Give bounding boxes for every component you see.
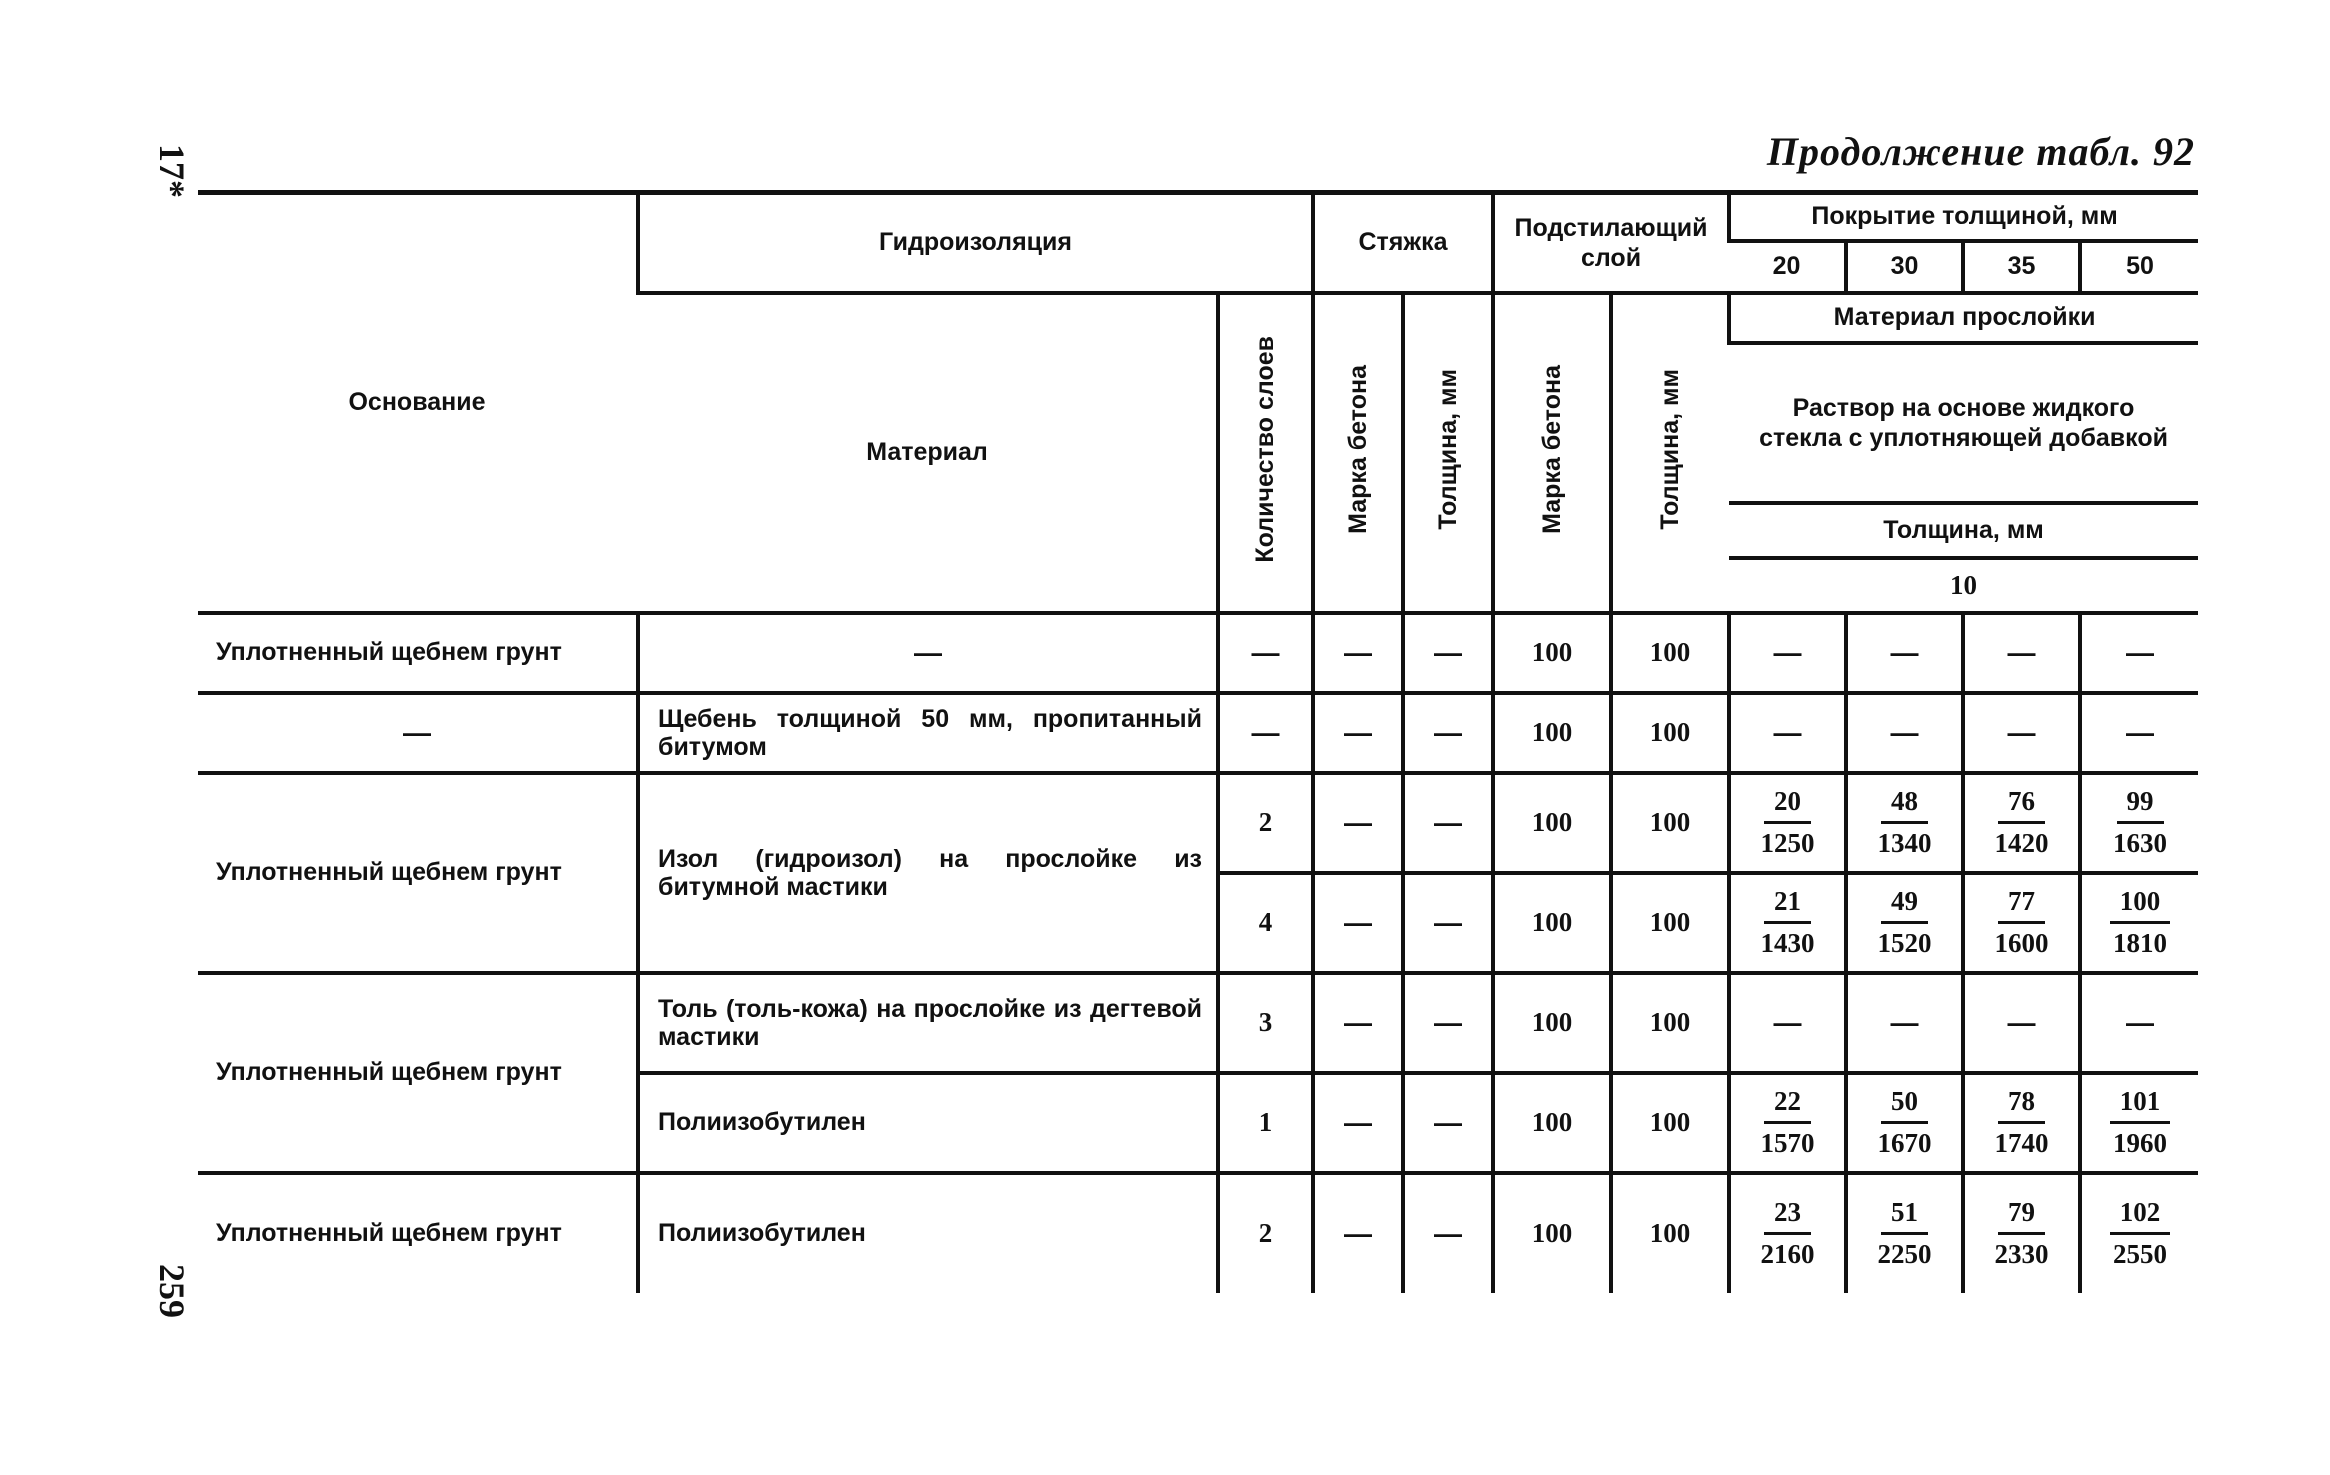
cell-cov-50 xyxy=(2080,1073,2198,1173)
page-number: 259 xyxy=(152,1264,192,1318)
table-row xyxy=(198,693,2198,773)
cell-styazhka-tolshchina: — xyxy=(1403,973,1493,1073)
cell-styazhka-marka: — xyxy=(1313,973,1403,1073)
cell-podst-marka: 100 xyxy=(1493,973,1611,1073)
fraction: $\frac{48}{1340}$ xyxy=(1877,786,1932,858)
cell-cov-35: — xyxy=(1963,973,2080,1073)
cell-material: Полиизобутилен xyxy=(638,1173,1218,1293)
cell-osnovanie: Уплотненный щебнем грунт xyxy=(198,613,638,693)
fraction: $\frac{100}{1810}$ xyxy=(2110,886,2171,959)
table-row xyxy=(198,613,2198,693)
cell-styazhka-marka: — xyxy=(1313,613,1403,693)
cell-material: Толь (толь-кожа) на прослойке из дегтевой мастики xyxy=(638,973,1218,1073)
cell-cov-20 xyxy=(1729,773,1846,873)
cell-styazhka-tolshchina: — xyxy=(1403,773,1493,873)
header-material: Материал xyxy=(638,293,1218,613)
cell-cov-35: — xyxy=(1963,693,2080,773)
cell-cov-30 xyxy=(1846,1073,1963,1173)
cell-cov-20 xyxy=(1729,1173,1846,1293)
table-row xyxy=(198,1173,2198,1293)
fraction: $\frac{101}{1960}$ xyxy=(2110,1086,2171,1159)
header-tolshchina-prosloyki: Толщина, мм xyxy=(1729,503,2198,558)
cell-styazhka-marka: — xyxy=(1313,1073,1403,1173)
header-pokrytie: Покрытие толщиной, мм xyxy=(1729,193,2198,241)
cell-cov-35 xyxy=(1963,773,2080,873)
cell-podst-marka: 100 xyxy=(1493,873,1611,973)
table-container xyxy=(198,190,2198,1293)
cell-styazhka-marka: — xyxy=(1313,693,1403,773)
fraction: $\frac{51}{2250}$ xyxy=(1877,1197,1932,1269)
cell-styazhka-tolshchina: — xyxy=(1403,1073,1493,1173)
cell-material: Щебень толщиной 50 мм, пропитанный битумом xyxy=(638,693,1218,773)
cell-layers: — xyxy=(1218,613,1313,693)
cell-cov-50 xyxy=(2080,773,2198,873)
table-row xyxy=(198,773,2198,873)
cell-osnovanie: — xyxy=(198,693,638,773)
cell-podst-tolshchina: 100 xyxy=(1611,613,1729,693)
header-thickness-20: 20 xyxy=(1729,241,1846,293)
header-podst-tolshchina: Толщина, мм xyxy=(1611,293,1729,613)
cell-cov-35 xyxy=(1963,1173,2080,1293)
fraction: $\frac{23}{2160}$ xyxy=(1760,1197,1815,1269)
cell-cov-30: — xyxy=(1846,613,1963,693)
data-table xyxy=(198,190,2198,1293)
cell-cov-30: — xyxy=(1846,973,1963,1073)
cell-osnovanie: Уплотненный щебнем грунт xyxy=(198,773,638,973)
cell-cov-50: — xyxy=(2080,613,2198,693)
header-styazhka-tolshchina: Толщина, мм xyxy=(1403,293,1493,613)
cell-cov-50: — xyxy=(2080,973,2198,1073)
cell-podst-marka: 100 xyxy=(1493,613,1611,693)
fraction: $\frac{20}{1250}$ xyxy=(1760,786,1815,858)
cell-cov-20: — xyxy=(1729,693,1846,773)
cell-cov-30 xyxy=(1846,773,1963,873)
cell-styazhka-tolshchina: — xyxy=(1403,873,1493,973)
cell-podst-tolshchina: 100 xyxy=(1611,873,1729,973)
fraction: $\frac{49}{1520}$ xyxy=(1877,886,1932,958)
cell-cov-35 xyxy=(1963,1073,2080,1173)
cell-cov-50 xyxy=(2080,873,2198,973)
cell-cov-20: — xyxy=(1729,613,1846,693)
fraction: $\frac{22}{1570}$ xyxy=(1760,1086,1815,1158)
cell-layers: 1 xyxy=(1218,1073,1313,1173)
header-thickness-50: 50 xyxy=(2080,241,2198,293)
cell-styazhka-tolshchina: — xyxy=(1403,613,1493,693)
cell-material: Полиизобутилен xyxy=(638,1073,1218,1173)
cell-osnovanie: Уплотненный щебнем грунт xyxy=(198,973,638,1173)
header-tolshchina-value: 10 xyxy=(1729,558,2198,613)
cell-cov-30: — xyxy=(1846,693,1963,773)
cell-material: Изол (гидроизол) на прослойке из битумной мастики xyxy=(638,773,1218,973)
header-podstilayushchiy-sloy: Подстилающий слой xyxy=(1493,193,1729,293)
cell-layers: 2 xyxy=(1218,773,1313,873)
cell-cov-20 xyxy=(1729,873,1846,973)
cell-podst-tolshchina: 100 xyxy=(1611,1073,1729,1173)
header-material-prosloyki: Материал прослойки xyxy=(1729,293,2198,343)
cell-cov-20: — xyxy=(1729,973,1846,1073)
cell-cov-30 xyxy=(1846,1173,1963,1293)
cell-cov-35 xyxy=(1963,873,2080,973)
cell-podst-tolshchina: 100 xyxy=(1611,1173,1729,1293)
cell-styazhka-tolshchina: — xyxy=(1403,1173,1493,1293)
cell-podst-marka: 100 xyxy=(1493,1073,1611,1173)
cell-layers: 2 xyxy=(1218,1173,1313,1293)
cell-podst-marka: 100 xyxy=(1493,693,1611,773)
cell-styazhka-marka: — xyxy=(1313,873,1403,973)
table-row xyxy=(198,973,2198,1073)
cell-styazhka-marka: — xyxy=(1313,773,1403,873)
cell-podst-tolshchina: 100 xyxy=(1611,773,1729,873)
cell-layers: — xyxy=(1218,693,1313,773)
cell-cov-30 xyxy=(1846,873,1963,973)
cell-styazhka-tolshchina: — xyxy=(1403,693,1493,773)
cell-podst-marka: 100 xyxy=(1493,773,1611,873)
table-caption: Продолжение табл. 92 xyxy=(1766,129,2195,174)
header-styazhka-marka: Марка бетона xyxy=(1313,293,1403,613)
cell-cov-50: — xyxy=(2080,693,2198,773)
page-mark-top: 17* xyxy=(152,144,192,198)
cell-cov-35: — xyxy=(1963,613,2080,693)
fraction: $\frac{50}{1670}$ xyxy=(1877,1086,1932,1158)
fraction: $\frac{79}{2330}$ xyxy=(1994,1197,2049,1269)
cell-podst-tolshchina: 100 xyxy=(1611,693,1729,773)
fraction: $\frac{77}{1600}$ xyxy=(1994,886,2049,958)
fraction: $\frac{21}{1430}$ xyxy=(1760,886,1815,958)
header-thickness-35: 35 xyxy=(1963,241,2080,293)
fraction: $\frac{76}{1420}$ xyxy=(1994,786,2049,858)
fraction: $\frac{102}{2550}$ xyxy=(2110,1197,2171,1270)
cell-osnovanie: Уплотненный щебнем грунт xyxy=(216,1219,562,1247)
header-styazhka: Стяжка xyxy=(1313,193,1493,293)
header-rastvor: Раствор на основе жидкого стекла с уплотняющей добавкой xyxy=(1729,343,2198,503)
cell-styazhka-marka: — xyxy=(1313,1173,1403,1293)
cell-cov-50 xyxy=(2080,1173,2198,1293)
cell-material: — xyxy=(638,613,1218,693)
cell-podst-tolshchina: 100 xyxy=(1611,973,1729,1073)
header-podst-marka: Марка бетона xyxy=(1493,293,1611,613)
cell-layers: 3 xyxy=(1218,973,1313,1073)
cell-layers: 4 xyxy=(1218,873,1313,973)
header-gidroizolyatsiya: Гидроизоляция xyxy=(638,193,1313,293)
cell-cov-20 xyxy=(1729,1073,1846,1173)
fraction: $\frac{99}{1630}$ xyxy=(2113,786,2168,858)
cell-podst-marka: 100 xyxy=(1493,1173,1611,1293)
header-kolichestvo-sloev: Количество слоев xyxy=(1218,293,1313,613)
header-osnovanie: Основание xyxy=(198,193,638,613)
header-thickness-30: 30 xyxy=(1846,241,1963,293)
fraction: $\frac{78}{1740}$ xyxy=(1994,1086,2049,1158)
